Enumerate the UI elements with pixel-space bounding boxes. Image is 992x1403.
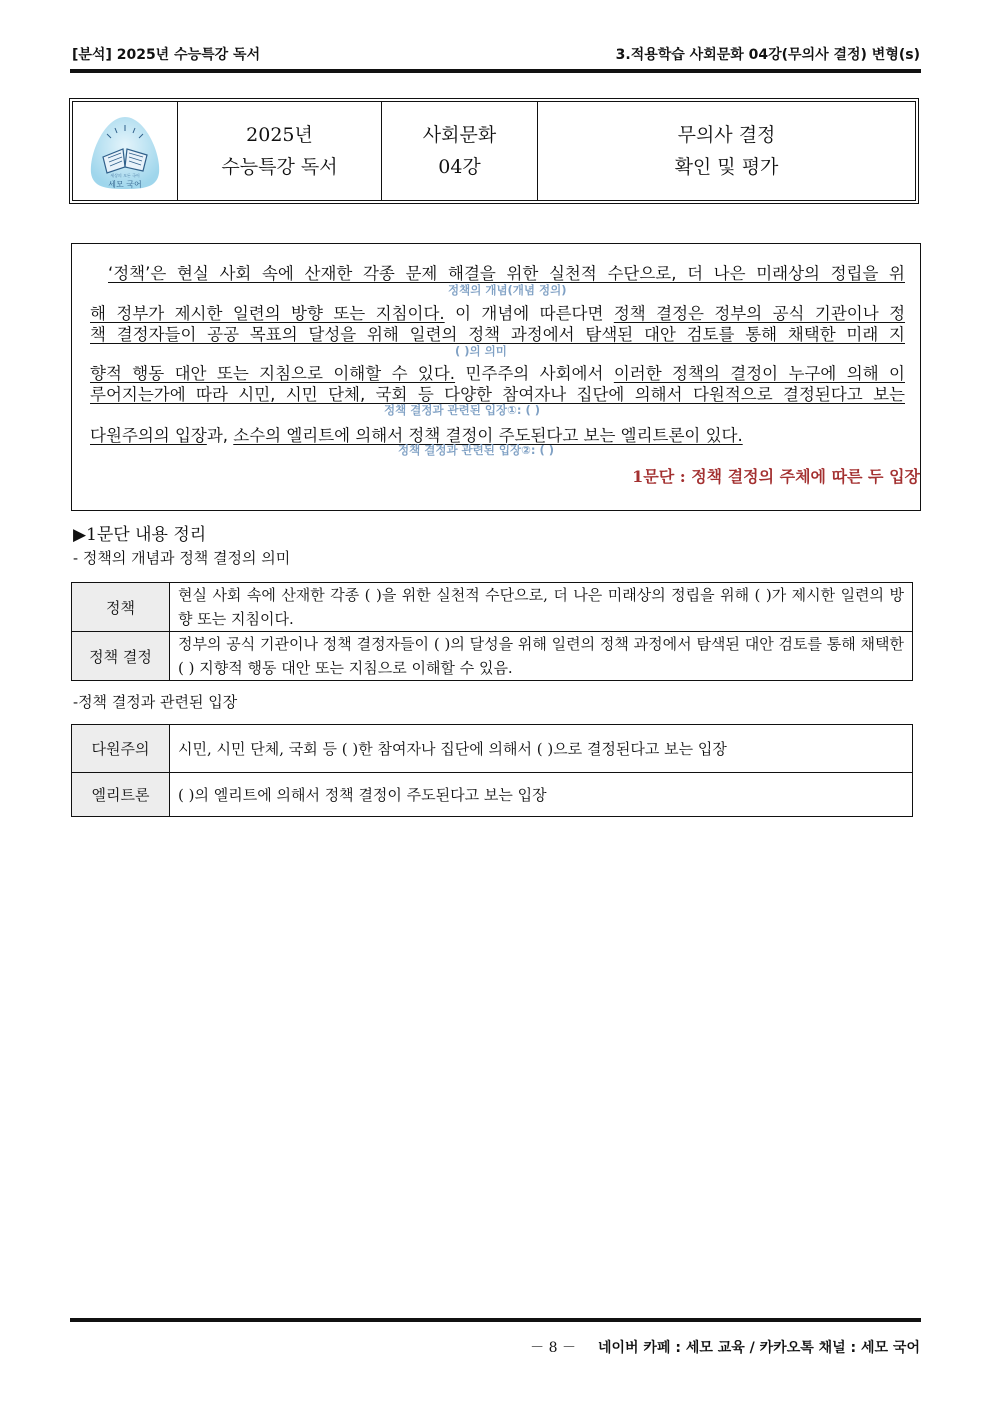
- title-year: 2025년: [246, 124, 313, 146]
- table-row: [72, 632, 913, 681]
- title-cell-unit: [382, 102, 538, 200]
- annotation-meaning: ( )의 의미: [455, 344, 507, 358]
- table-row: [72, 583, 913, 632]
- table-row: [72, 773, 913, 817]
- passage-box: [71, 243, 921, 511]
- footer: [530, 1337, 920, 1357]
- passage-line-4c: 이러한 정책의 결정이 누구에 의해 이: [613, 364, 905, 383]
- section-subtitle-2: -정책 결정과 관련된 입장: [73, 693, 238, 711]
- passage-line-3: 책 결정자들이 공공 목표의 달성을 위해 일련의 정책 과정에서 탐색된 대안 검토를 통해 채택한 미래 지: [90, 325, 905, 344]
- passage-line-5: 루어지는가에 따라 시민, 시민 단체, 국회 등 다양한 참여자나 집단에 의해서 다원적으로 결정된다고 보는: [90, 385, 905, 404]
- row-key: 다원주의: [72, 725, 170, 773]
- row-key: 정책 결정: [72, 632, 170, 681]
- passage-line-6a: 다원주의의 입장: [90, 426, 207, 445]
- passage-line-2b: 이 개념에 따른다면: [444, 304, 614, 323]
- passage-line-2a: 해 정부가 제시한 일련의 방향 또는 지침이다.: [90, 304, 445, 323]
- row-value: 현실 사회 속에 산재한 각종 ( )을 위한 실천적 수단으로, 더 나은 미래상의 정립을 위해 ( )가 제시한 일련의 방향 또는 지침이다.: [170, 583, 913, 632]
- passage-line-2c: 정책 결정은 정부의 공식 기관이나 정: [613, 304, 906, 323]
- summary-table-2: [71, 724, 913, 817]
- annotation-position-1: 정책 결정과 관련된 입장①: ( ): [384, 403, 540, 417]
- summary-table-1: [71, 582, 913, 681]
- title-cell-topic: [538, 102, 915, 200]
- passage-line-6c: 소수의 엘리트에 의해서 정책 결정이 주도된다고 보는 엘리트론이 있다.: [233, 426, 743, 445]
- footer-rule: [70, 1318, 921, 1322]
- passage-line-4a: 향적 행동 대안 또는 지침으로 이해할 수 있다.: [90, 364, 456, 383]
- footer-text: 네이버 카페 : 세모 교육 / 카카오톡 채널 : 세모 국어: [597, 1340, 920, 1356]
- title-topic: 무의사 결정: [677, 124, 776, 146]
- table-row: [72, 725, 913, 773]
- title-purpose: 확인 및 평가: [674, 156, 779, 178]
- logo-cell: [73, 102, 178, 200]
- row-key: 정책: [72, 583, 170, 632]
- section-subtitle-1: - 정책의 개념과 정책 결정의 의미: [73, 549, 291, 567]
- header-rule: [70, 69, 921, 73]
- logo-text: 세모 국어: [108, 179, 142, 189]
- annotation-position-2: 정책 결정과 관련된 입장②: ( ): [398, 443, 554, 457]
- passage-line-1: ‘정책’은 현실 사회 속에 산재한 각종 문제 해결을 위한 실천적 수단으로, 더 나은 미래상의 정립을 위: [108, 264, 905, 283]
- title-book: 수능특강 독서: [221, 156, 338, 178]
- logo-caption: 세상의 모든 국어: [110, 172, 140, 178]
- paragraph-summary: 1문단 : 정책 결정의 주체에 따른 두 입장: [632, 467, 920, 486]
- page-number: － 8 －: [530, 1340, 576, 1356]
- header-left: [분석] 2025년 수능특강 독서: [72, 47, 261, 63]
- title-lesson: 04강: [438, 156, 481, 178]
- header-right: 3.적용학습 사회문화 04강(무의사 결정) 변형(s): [615, 47, 920, 63]
- title-cell-book: [178, 102, 382, 200]
- passage-line-4b: 민주주의 사회에서: [455, 364, 614, 383]
- row-value: 시민, 시민 단체, 국회 등 ( )한 참여자나 집단에 의해서 ( )으로 결정된다고 보는 입장: [170, 725, 913, 773]
- row-key: 엘리트론: [72, 773, 170, 817]
- title-subject: 사회문화: [422, 124, 497, 146]
- title-table: [69, 98, 919, 204]
- annotation-concept: 정책의 개념(개념 정의): [448, 283, 567, 297]
- section-title: ▶1문단 내용 정리: [73, 525, 207, 545]
- row-value: 정부의 공식 기관이나 정책 결정자들이 ( )의 달성을 위해 일련의 정책 과정에서 탐색된 대안 검토를 통해 채택한 ( ) 지향적 행동 대안 또는 지침으로 이해할 수 있음.: [170, 632, 913, 681]
- passage-line-6b: 과,: [206, 426, 234, 445]
- row-value: ( )의 엘리트에 의해서 정책 결정이 주도된다고 보는 입장: [170, 773, 913, 817]
